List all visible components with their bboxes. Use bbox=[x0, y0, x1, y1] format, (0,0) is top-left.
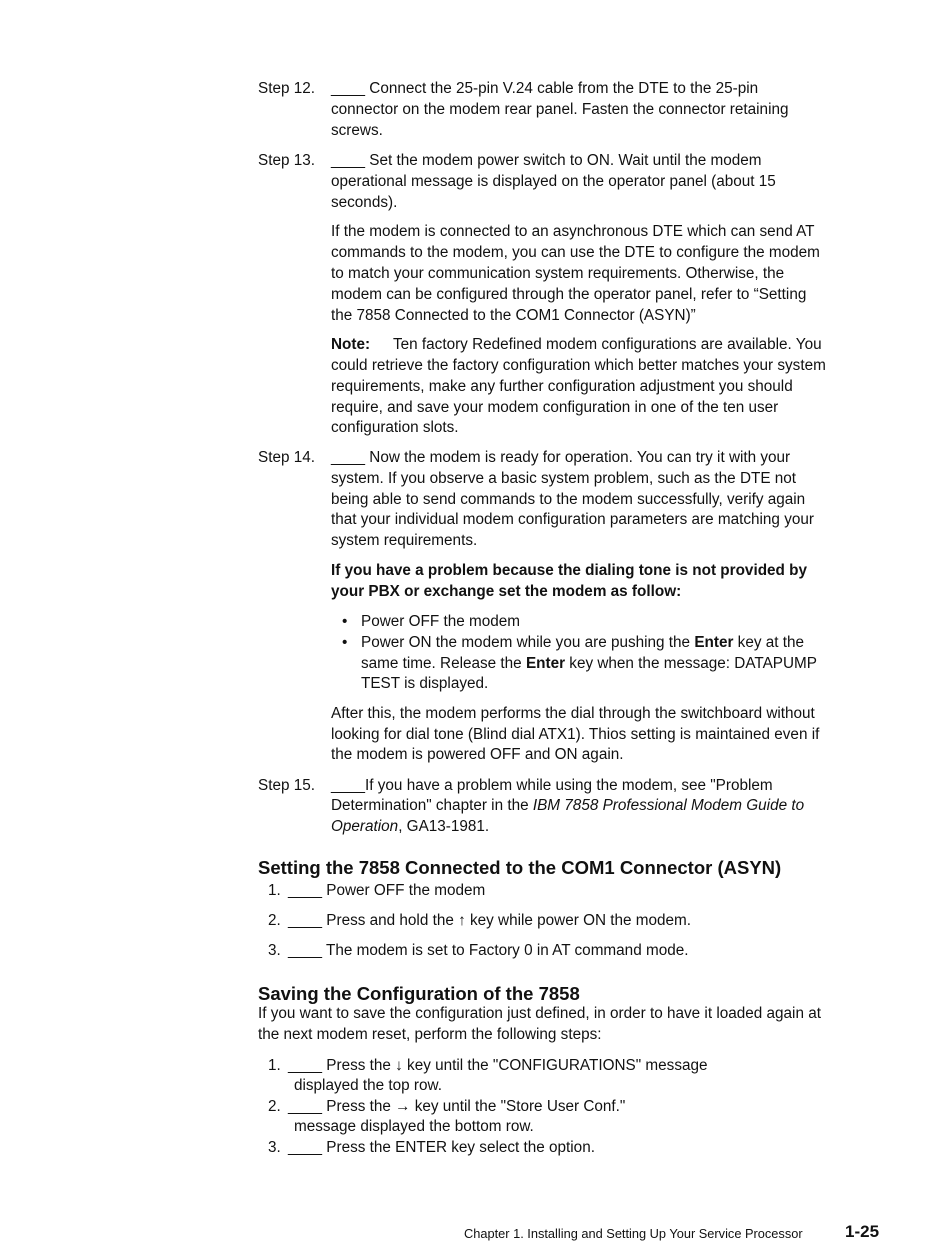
note-line-5: configuration slots. bbox=[331, 419, 459, 436]
step-15-label: Step 15. bbox=[258, 777, 315, 794]
bullet-2-line-2 bbox=[361, 654, 817, 675]
list-item: ____ Press the ENTER key select the option. bbox=[288, 1139, 595, 1156]
list-number: 1. bbox=[268, 882, 281, 899]
step-12-label: Step 12. bbox=[258, 80, 315, 97]
problem-heading-line-2: your PBX or exchange set the modem as follow: bbox=[331, 583, 682, 600]
bullet-2-text-c: key at the bbox=[733, 634, 804, 651]
step-15-line-1: ____If you have a problem while using the modem, see "Problem bbox=[331, 777, 773, 794]
step-13-para-line-2: commands to the modem, you can use the DTE to configure the modem bbox=[331, 244, 820, 261]
bullet-2-line-3: TEST is displayed. bbox=[361, 675, 489, 692]
step-13-para-line-3: to match your communication system requirements. Otherwise, the bbox=[331, 265, 785, 282]
step-12-line-2: connector on the modem rear panel. Fasten the connector retaining bbox=[331, 101, 789, 118]
note-line-1: Ten factory Redefined modem configurations are available. You bbox=[393, 336, 822, 353]
bullet-2-text-d: same time. Release the bbox=[361, 655, 526, 672]
list-item-continued: displayed the top row. bbox=[294, 1077, 442, 1094]
step-13-line-1: ____ Set the modem power switch to ON. Wait until the modem bbox=[331, 152, 762, 169]
step-13-line-3: seconds). bbox=[331, 194, 398, 211]
list-item-continued: message displayed the bottom row. bbox=[294, 1118, 534, 1135]
bullet-2-text-f: key when the message: DATAPUMP bbox=[565, 655, 817, 672]
step-14-line-2: system. If you observe a basic system problem, such as the DTE not bbox=[331, 470, 797, 487]
step-14-line-3: being able to send commands to the modem successfully, verify again bbox=[331, 491, 806, 508]
enter-key-label: Enter bbox=[694, 634, 734, 651]
step-13-label: Step 13. bbox=[258, 152, 315, 169]
step-13-para-line-1: If the modem is connected to an asynchronous DTE which can send AT bbox=[331, 223, 815, 240]
step-15-line-3 bbox=[331, 817, 489, 838]
list-item: ____ The modem is set to Factory 0 in AT command mode. bbox=[288, 942, 689, 959]
saving-intro-line-1: If you want to save the configuration just defined, in order to have it loaded again at bbox=[258, 1005, 821, 1022]
page-number: 1-25 bbox=[845, 1222, 880, 1241]
list-number: 3. bbox=[268, 942, 281, 959]
step-12-line-3: screws. bbox=[331, 122, 383, 139]
list-number: 3. bbox=[268, 1139, 281, 1156]
after-line-1: After this, the modem performs the dial through the switchboard without bbox=[331, 705, 815, 722]
note-label: Note: bbox=[331, 336, 371, 353]
problem-heading-line-1: If you have a problem because the dialing tone is not provided by bbox=[331, 562, 807, 579]
list-item: ____ Press and hold the ↑ key while power ON the modem. bbox=[288, 912, 692, 929]
section-heading-com1: Setting the 7858 Connected to the COM1 Connector (ASYN) bbox=[258, 857, 782, 878]
bullet-2-line-1 bbox=[361, 633, 804, 654]
step-15-text: Determination" chapter in the bbox=[331, 797, 533, 814]
bullet-dot-icon: • bbox=[342, 634, 348, 651]
note-line-2: could retrieve the factory configuration which better matches your system bbox=[331, 357, 826, 374]
after-line-2: looking for dial tone (Blind dial ATX1). Thios setting is maintained even if bbox=[331, 726, 820, 743]
bullet-dot-icon: • bbox=[342, 613, 348, 630]
book-title: Operation bbox=[331, 818, 399, 835]
list-item: ____ Press the → key until the "Store User Conf." bbox=[288, 1098, 626, 1115]
note-line-4: require, and save your modem configuration in one of the ten user bbox=[331, 399, 779, 416]
enter-key-label: Enter bbox=[525, 655, 566, 672]
note-line-3: requirements, make any further configuration adjustment you should bbox=[331, 378, 793, 395]
step-14-label: Step 14. bbox=[258, 449, 315, 466]
list-number: 1. bbox=[268, 1057, 281, 1074]
step-14-line-1: ____ Now the modem is ready for operation. You can try it with your bbox=[331, 449, 791, 466]
footer-chapter: Chapter 1. Installing and Setting Up Your Service Processor bbox=[464, 1226, 803, 1241]
list-item: ____ Power OFF the modem bbox=[288, 882, 486, 899]
step-13-line-2: operational message is displayed on the operator panel (about 15 bbox=[331, 173, 776, 190]
list-item: ____ Press the ↓ key until the "CONFIGURATIONS" message bbox=[288, 1057, 708, 1074]
list-number: 2. bbox=[268, 1098, 281, 1115]
book-title: IBM 7858 Professional Modem Guide to bbox=[532, 797, 805, 814]
step-13-para-line-4: modem can be configured through the operator panel, refer to “Setting bbox=[331, 286, 807, 303]
after-line-3: the modem is powered OFF and ON again. bbox=[331, 746, 624, 763]
step-15-text: , GA13-1981. bbox=[398, 818, 490, 835]
step-14-line-5: system requirements. bbox=[331, 532, 478, 549]
step-14-line-4: that your individual modem configuration parameters are matching your bbox=[331, 511, 814, 528]
section-heading-saving: Saving the Configuration of the 7858 bbox=[258, 983, 580, 1004]
saving-intro-line-2: the next modem reset, perform the following steps: bbox=[258, 1026, 602, 1043]
bullet-1: Power OFF the modem bbox=[361, 613, 520, 630]
step-15-line-2 bbox=[331, 796, 804, 817]
step-13-para-line-5: the 7858 Connected to the COM1 Connector (ASYN)” bbox=[331, 307, 696, 324]
list-number: 2. bbox=[268, 912, 281, 929]
step-12-line-1: ____ Connect the 25-pin V.24 cable from the DTE to the 25-pin bbox=[331, 80, 759, 97]
bullet-2-text-a: Power ON the modem while you are pushing the bbox=[361, 634, 695, 651]
